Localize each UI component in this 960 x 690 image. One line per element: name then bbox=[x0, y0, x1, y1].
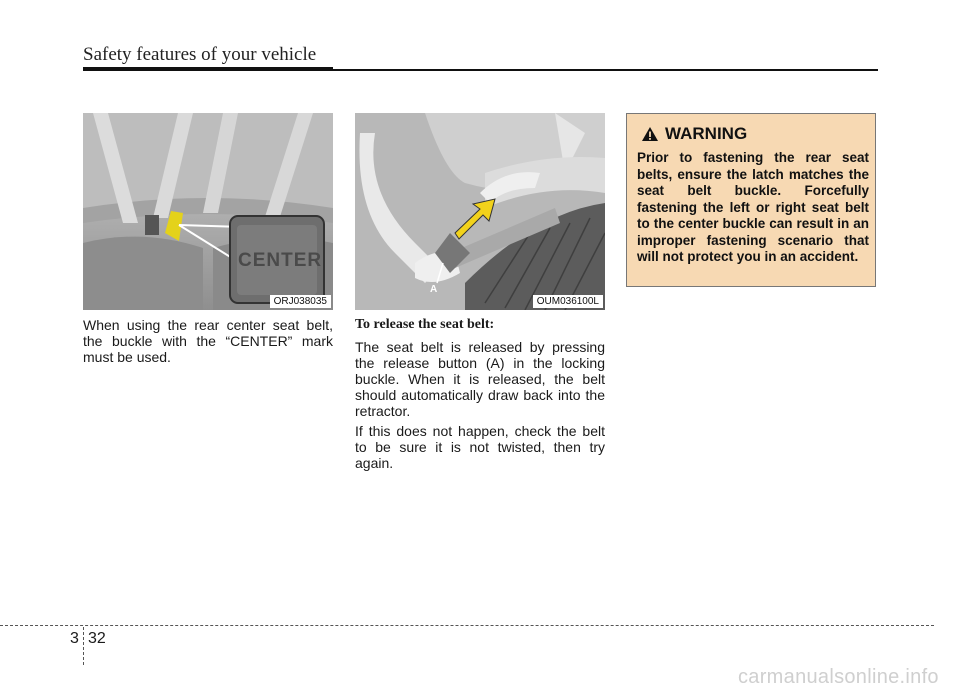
release-paragraph-2: If this does not happen, check the belt to be sure it is not twisted, then try again. bbox=[355, 423, 605, 471]
warning-title-row bbox=[641, 124, 747, 144]
footer-rule bbox=[0, 625, 934, 626]
header-rule-thick bbox=[83, 67, 333, 71]
watermark: carmanualsonline.info bbox=[738, 666, 939, 688]
footer-divider bbox=[83, 627, 84, 665]
warning-title: WARNING bbox=[665, 124, 748, 143]
footer-chapter-number: 3 bbox=[70, 630, 79, 647]
figure-code-2: OUM036100L bbox=[533, 295, 603, 308]
callout-a-label: A bbox=[430, 284, 438, 295]
release-belt-illustration bbox=[355, 113, 605, 310]
footer-page-number: 32 bbox=[88, 630, 106, 647]
center-inset-label: CENTER bbox=[238, 250, 323, 271]
center-buckle-illustration bbox=[83, 113, 333, 310]
center-belt-instruction: When using the rear center seat belt, the buckle with the “CENTER” mark must be used. bbox=[83, 317, 333, 365]
release-heading: To release the seat belt: bbox=[355, 317, 495, 332]
warning-triangle-icon bbox=[641, 126, 659, 142]
release-paragraph-1: The seat belt is released by pressing the release button (A) in the locking buckle. When it is released, the belt should automatically draw back into the retractor. bbox=[355, 339, 605, 419]
warning-text: Prior to fastening the rear seat belts, ensure the latch matches the seat belt buckle. Forcefully fastening the left or right seat belt to the center buckle can result in an improper fastening scenario that will not protect you in an accident. bbox=[637, 150, 869, 264]
figure-release-belt bbox=[355, 113, 605, 310]
page-header-title: Safety features of your vehicle bbox=[83, 44, 317, 65]
figure-code-1: ORJ038035 bbox=[270, 295, 331, 308]
header-rule-thin bbox=[333, 69, 878, 71]
warning-box bbox=[626, 113, 876, 287]
figure-center-buckle bbox=[83, 113, 333, 310]
